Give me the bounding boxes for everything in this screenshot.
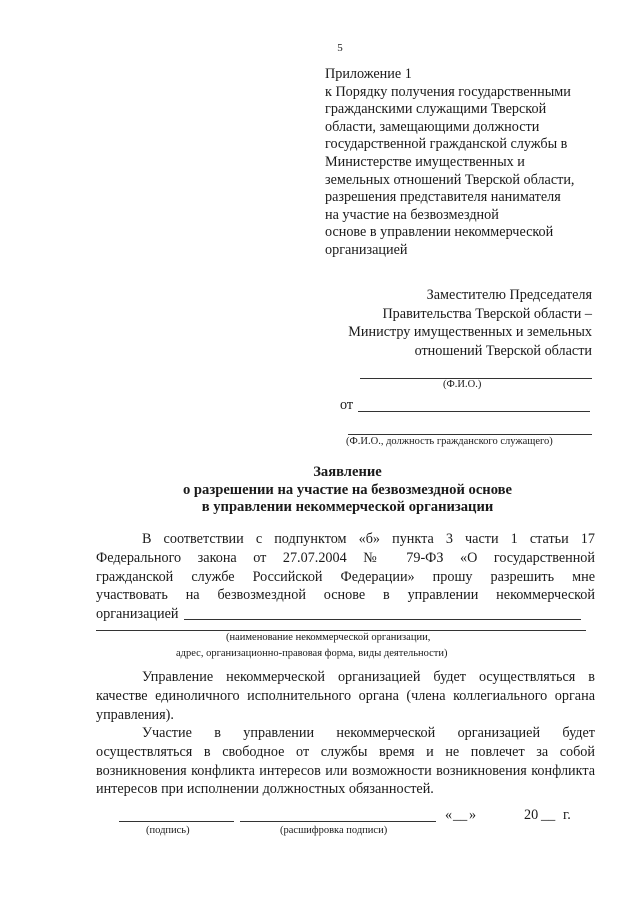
- appendix-line: к Порядку получения государственными: [325, 83, 571, 100]
- from-blank-line[interactable]: [358, 411, 590, 412]
- appendix-line: Министерстве имущественных и: [325, 153, 525, 170]
- addressee-line: отношений Тверской области: [414, 342, 592, 359]
- appendix-line: земельных отношений Тверской области,: [325, 171, 575, 188]
- para-line: организацией: [96, 606, 179, 623]
- para-line: гражданской службе Российской Федерации» прошу разрешить мне: [96, 568, 595, 585]
- signature-caption: (подпись): [146, 825, 190, 836]
- addressee-line: Министру имущественных и земельных: [348, 324, 592, 341]
- fio-caption: (Ф.И.О.): [443, 379, 482, 390]
- para-line: В соответствии с подпунктом «б» пункта 3 части 1 статьи 17: [142, 531, 595, 547]
- appendix-line: организацией: [325, 241, 408, 258]
- addressee-block: [300, 286, 592, 360]
- appendix-line: основе в управлении некоммерческой: [325, 224, 554, 241]
- date-quote-open: «: [445, 807, 453, 823]
- year-suffix[interactable]: __: [541, 807, 556, 823]
- date-day[interactable]: __: [453, 807, 468, 823]
- fio-position-caption: (Ф.И.О., должность гражданского служащего): [346, 436, 553, 447]
- paragraph-management-form: Управление некоммерческой организацией будет осуществляться в качестве единоличного исполнительного органа (члена коллегиального органа управления).: [96, 669, 595, 723]
- fio-position-blank-line[interactable]: [348, 434, 592, 435]
- appendix-line: Приложение 1: [325, 66, 412, 82]
- title-line: о разрешении на участие на безвозмездной основе: [182, 481, 513, 498]
- appendix-line: гражданскими служащими Тверской: [325, 101, 547, 118]
- year-prefix: 20: [524, 807, 539, 823]
- addressee-line: Правительства Тверской области –: [382, 305, 592, 322]
- title-line: Заявление: [313, 464, 382, 480]
- addressee-line: Заместителю Председателя: [426, 287, 592, 303]
- page-number: 5: [337, 42, 343, 54]
- org-caption: адрес, организационно-правовая форма, виды деятельности): [176, 648, 448, 659]
- paragraph-conflict-statement: Участие в управлении некоммерческой организацией будет осуществляться в свободное от службы время и не повлечет за собой возникновения конфликта интересов или возможности возникновения конфликта интересов при исполнении должностных обязанностей.: [96, 725, 595, 798]
- appendix-line: области, замещающими должности: [325, 118, 540, 135]
- org-details-blank-line[interactable]: [96, 630, 586, 631]
- org-caption: (наименование некоммерческой организации,: [226, 632, 431, 643]
- date-row: [96, 807, 596, 827]
- date-quote-close: »: [469, 807, 477, 823]
- statement-title: [60, 464, 635, 517]
- year-unit: г.: [563, 807, 571, 823]
- paragraph-request: [96, 530, 595, 624]
- appendix-header: [325, 66, 625, 260]
- title-line: в управлении некоммерческой организации: [201, 499, 494, 515]
- from-label: от: [340, 397, 354, 413]
- para-line: участвовать на безвозмездной основе в управлении некоммерческой: [96, 587, 595, 604]
- org-name-blank-line[interactable]: [184, 619, 581, 620]
- para-line: Федерального закона от 27.07.2004 № 79-ФЗ «О государственной: [96, 549, 595, 566]
- appendix-line: государственной гражданской службы в: [325, 136, 568, 153]
- signature-decode-caption: (расшифровка подписи): [280, 825, 388, 836]
- appendix-line: разрешения представителя нанимателя: [325, 189, 561, 206]
- appendix-line: на участие на безвозмездной: [325, 206, 499, 223]
- date-month-blank-line[interactable]: [382, 821, 424, 822]
